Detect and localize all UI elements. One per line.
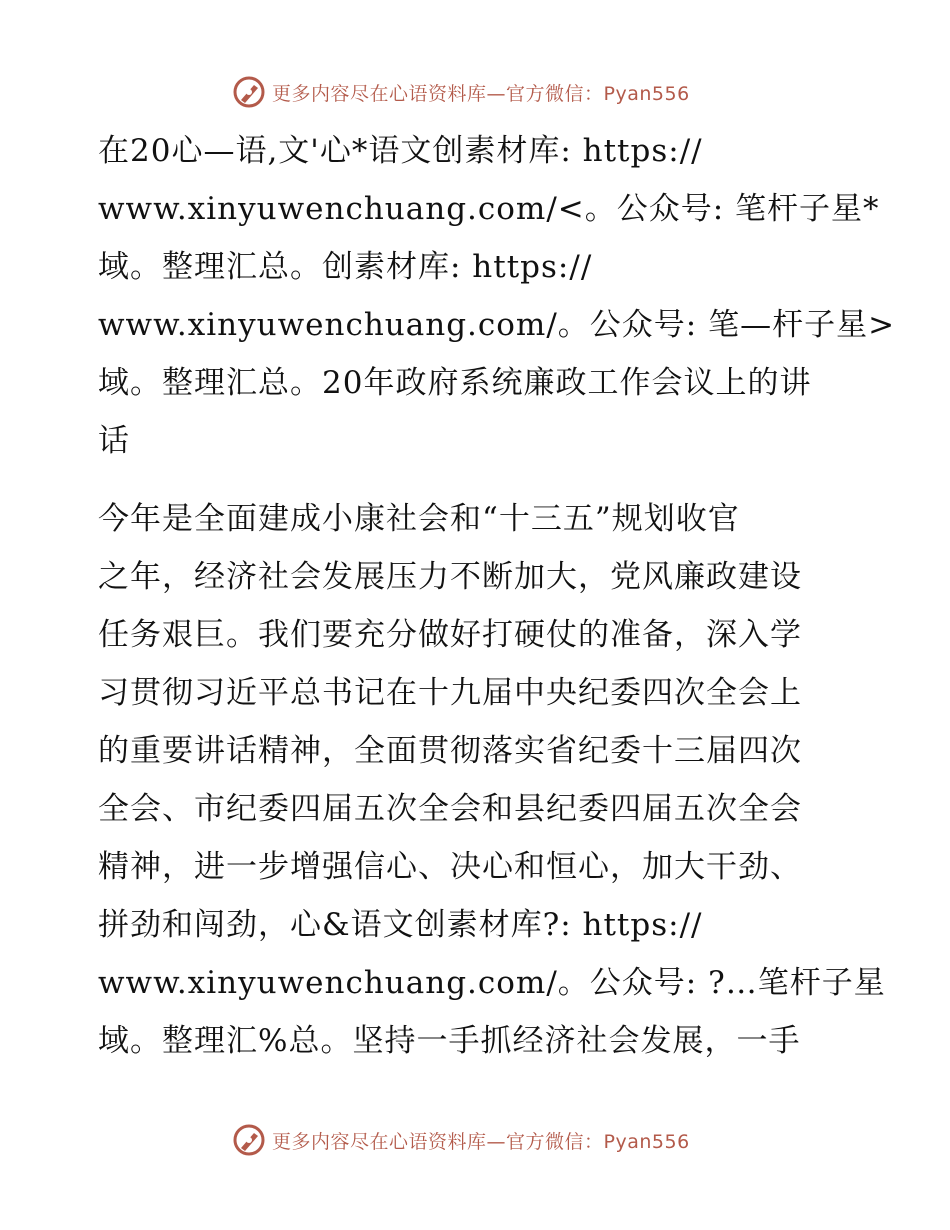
text-line: 话 <box>98 423 130 459</box>
text-line: 拼劲和闯劲，心&语文创素材库?: https:// <box>98 907 703 943</box>
footer-banner-text: 更多内容尽在心语资料库—官方微信：Pyan556 <box>272 1130 690 1153</box>
paragraph-2 <box>98 490 886 1070</box>
text-line: 域。整理汇总。20年政府系统廉政工作会议上的讲 <box>98 365 812 401</box>
pen-logo-icon <box>232 75 266 109</box>
text-line: 域。整理汇总。创素材库: https:// <box>98 249 593 285</box>
text-line: 之年，经济社会发展压力不断加大，党风廉政建设 <box>98 559 802 595</box>
text-line: www.xinyuwenchuang.com/<。公众号: 笔杆子星* <box>98 191 880 227</box>
text-line: 任务艰巨。我们要充分做好打硬仗的准备，深入学 <box>98 617 802 653</box>
text-line: 的重要讲话精神，全面贯彻落实省纪委十三届四次 <box>98 733 802 769</box>
text-line: 在20心—语,文'心*语文创素材库: https:// <box>98 133 703 169</box>
article-body <box>98 122 896 1070</box>
text-line: 精神，进一步增强信心、决心和恒心，加大干劲、 <box>98 849 802 885</box>
text-line: 今年是全面建成小康社会和“十三五”规划收官 <box>98 501 740 537</box>
text-line: www.xinyuwenchuang.com/。公众号: ?…笔杆子星 <box>98 965 886 1001</box>
footer-banner <box>232 1120 732 1160</box>
text-line: 习贯彻习近平总书记在十九届中央纪委四次全会上 <box>98 675 802 711</box>
text-line: www.xinyuwenchuang.com/。公众号: 笔—杆子星> <box>98 307 896 343</box>
header-banner-text: 更多内容尽在心语资料库—官方微信：Pyan556 <box>272 82 690 105</box>
pen-logo-icon <box>232 1123 266 1157</box>
text-line: 全会、市纪委四届五次全会和县纪委四届五次全会 <box>98 791 802 827</box>
text-line: 域。整理汇%总。坚持一手抓经济社会发展，一手 <box>98 1023 801 1059</box>
paragraph-1 <box>98 122 896 470</box>
header-banner <box>232 72 732 112</box>
